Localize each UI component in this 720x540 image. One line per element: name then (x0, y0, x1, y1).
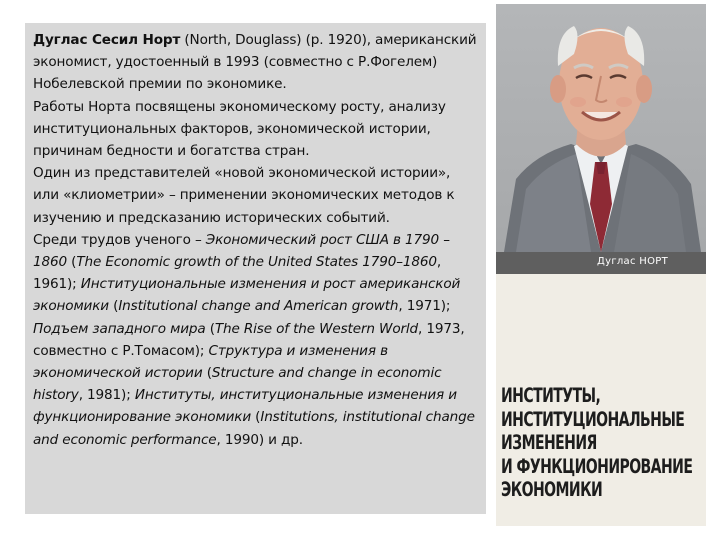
book-cover (496, 274, 706, 526)
punct: ( (251, 409, 261, 426)
book-title-line: И ФУНКЦИОНИРОВАНИЕ (501, 454, 693, 478)
work-year: , 1973, совместно с Р.Томасом); (33, 320, 465, 359)
work-title-ru: Подъем западного мира (33, 320, 206, 337)
bio-paragraph (33, 29, 480, 451)
portrait-illustration (496, 4, 706, 252)
bio-works-lead: Среди трудов ученого – (33, 231, 206, 248)
photo-caption-bar (496, 252, 706, 274)
bio-intro: (North, Douglass) (р. 1920), американский экономист, удостоенный в 1993 (совместно с Р.Фогелем) Нобелевской премии по экономике. (33, 32, 477, 93)
work-title-ru: Институты, институциональные изменения и функционирование экономики (33, 387, 457, 426)
work-title-ru: Структура и изменения в экономической истории (33, 342, 388, 382)
work-year: , 1961); (33, 254, 442, 293)
bio-cliometrics: Один из представителей «новой экономической истории», или «клиометрии» – применении экономических методов к изучению и предсказанию исторических событий. (33, 165, 455, 226)
book-title (501, 384, 710, 502)
work-title-en: Institutional change and American growth (118, 298, 399, 315)
bio-research: Работы Норта посвящены экономическому росту, анализу институциональных факторов, экономической истории, причинам бедности и богатства стран. (33, 98, 446, 160)
book-title-line: ЭКОНОМИКИ (501, 478, 603, 501)
person-name: Дуглас Сесил Норт (33, 32, 181, 48)
bio-text-panel (25, 23, 486, 514)
work-year: , 1990) и др. (216, 431, 303, 448)
punct: ( (202, 365, 212, 382)
book-title-line: ИНСТИТУТЫ, (501, 384, 601, 407)
work-title-en: Structure and change in economic history (33, 365, 442, 404)
punct: ( (108, 298, 119, 315)
book-title-line: ИЗМЕНЕНИЯ (501, 431, 597, 454)
work-title-en: The Rise of the Western World (214, 320, 419, 337)
work-title-en: The Economic growth of the United States 1790–1860 (76, 254, 437, 271)
punct: ( (205, 320, 215, 337)
work-year: , 1981); (78, 387, 135, 404)
book-title-line: ИНСТИТУЦИОНАЛЬНЫЕ (501, 407, 685, 431)
work-title-ru: Институциональные изменения и рост американской экономики (33, 276, 461, 315)
portrait-photo (496, 4, 706, 252)
work-title-ru: Экономический рост США в 1790 –1860 (33, 231, 450, 271)
work-year: , 1971); (398, 298, 451, 315)
photo-caption: Дуглас НОРТ (596, 256, 668, 267)
work-title-en: Institutions, institutional change and economic performance (33, 409, 475, 448)
punct: ( (67, 254, 77, 271)
